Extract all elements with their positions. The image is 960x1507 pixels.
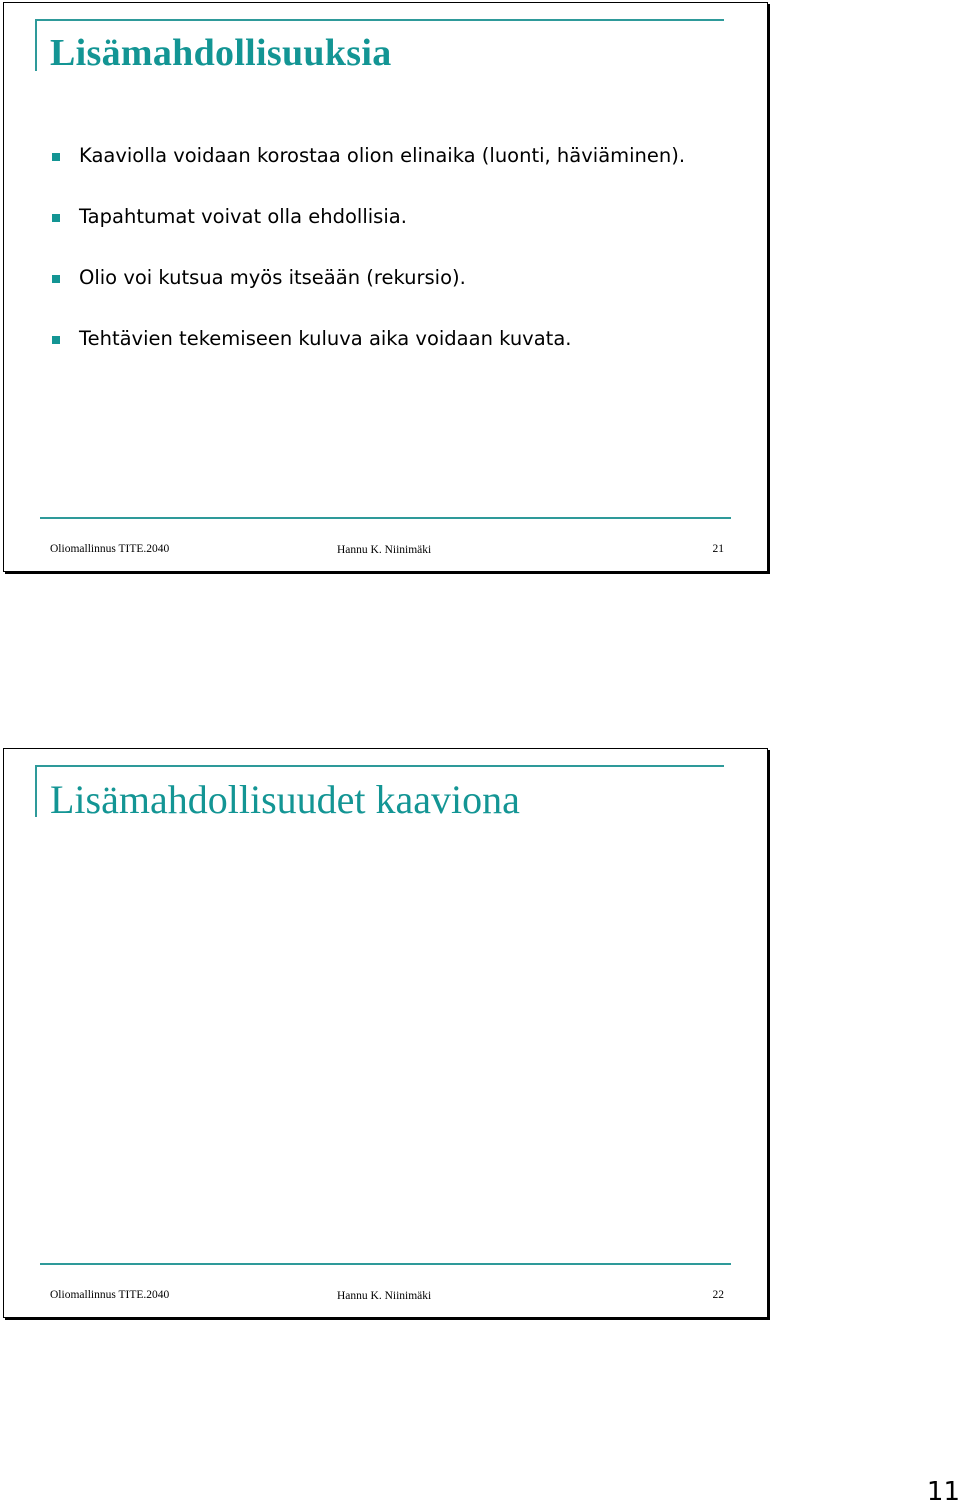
- square-bullet-icon: [52, 214, 60, 222]
- bullet-text: Olio voi kutsua myös itseään (rekursio).: [79, 266, 466, 289]
- footer-divider: [40, 1263, 731, 1265]
- bullet-item: [52, 326, 712, 352]
- slide-21: [3, 2, 768, 572]
- bullet-text: Tapahtumat voivat olla ehdollisia.: [79, 205, 407, 228]
- bullet-text: Tehtävien tekemiseen kuluva aika voidaan kuvata.: [79, 327, 572, 350]
- square-bullet-icon: [52, 153, 60, 161]
- footer-author: Hannu K. Niinimäki: [337, 1290, 432, 1302]
- slide-title: Lisämahdollisuudet kaaviona: [50, 777, 520, 822]
- page-number: 11: [926, 1477, 960, 1507]
- footer-slide-number: 21: [712, 543, 724, 555]
- footer-course: Oliomallinnus TITE.2040: [50, 543, 170, 555]
- square-bullet-icon: [52, 336, 60, 344]
- slide-title: Lisämahdollisuuksia: [50, 32, 392, 74]
- slide-22: [3, 748, 768, 1318]
- slide-footer: [50, 1289, 724, 1305]
- square-bullet-icon: [52, 275, 60, 283]
- footer-slide-number: 22: [712, 1289, 724, 1301]
- bullet-text: Kaaviolla voidaan korostaa olion elinaika (luonti, häviäminen).: [79, 144, 686, 167]
- bullet-item: [52, 265, 712, 291]
- footer-author: Hannu K. Niinimäki: [337, 544, 432, 556]
- footer-divider: [40, 517, 731, 519]
- slide-footer: [50, 543, 724, 559]
- bullet-list: [52, 143, 712, 387]
- footer-course: Oliomallinnus TITE.2040: [50, 1289, 170, 1301]
- bullet-item: [52, 143, 712, 169]
- bullet-item: [52, 204, 712, 230]
